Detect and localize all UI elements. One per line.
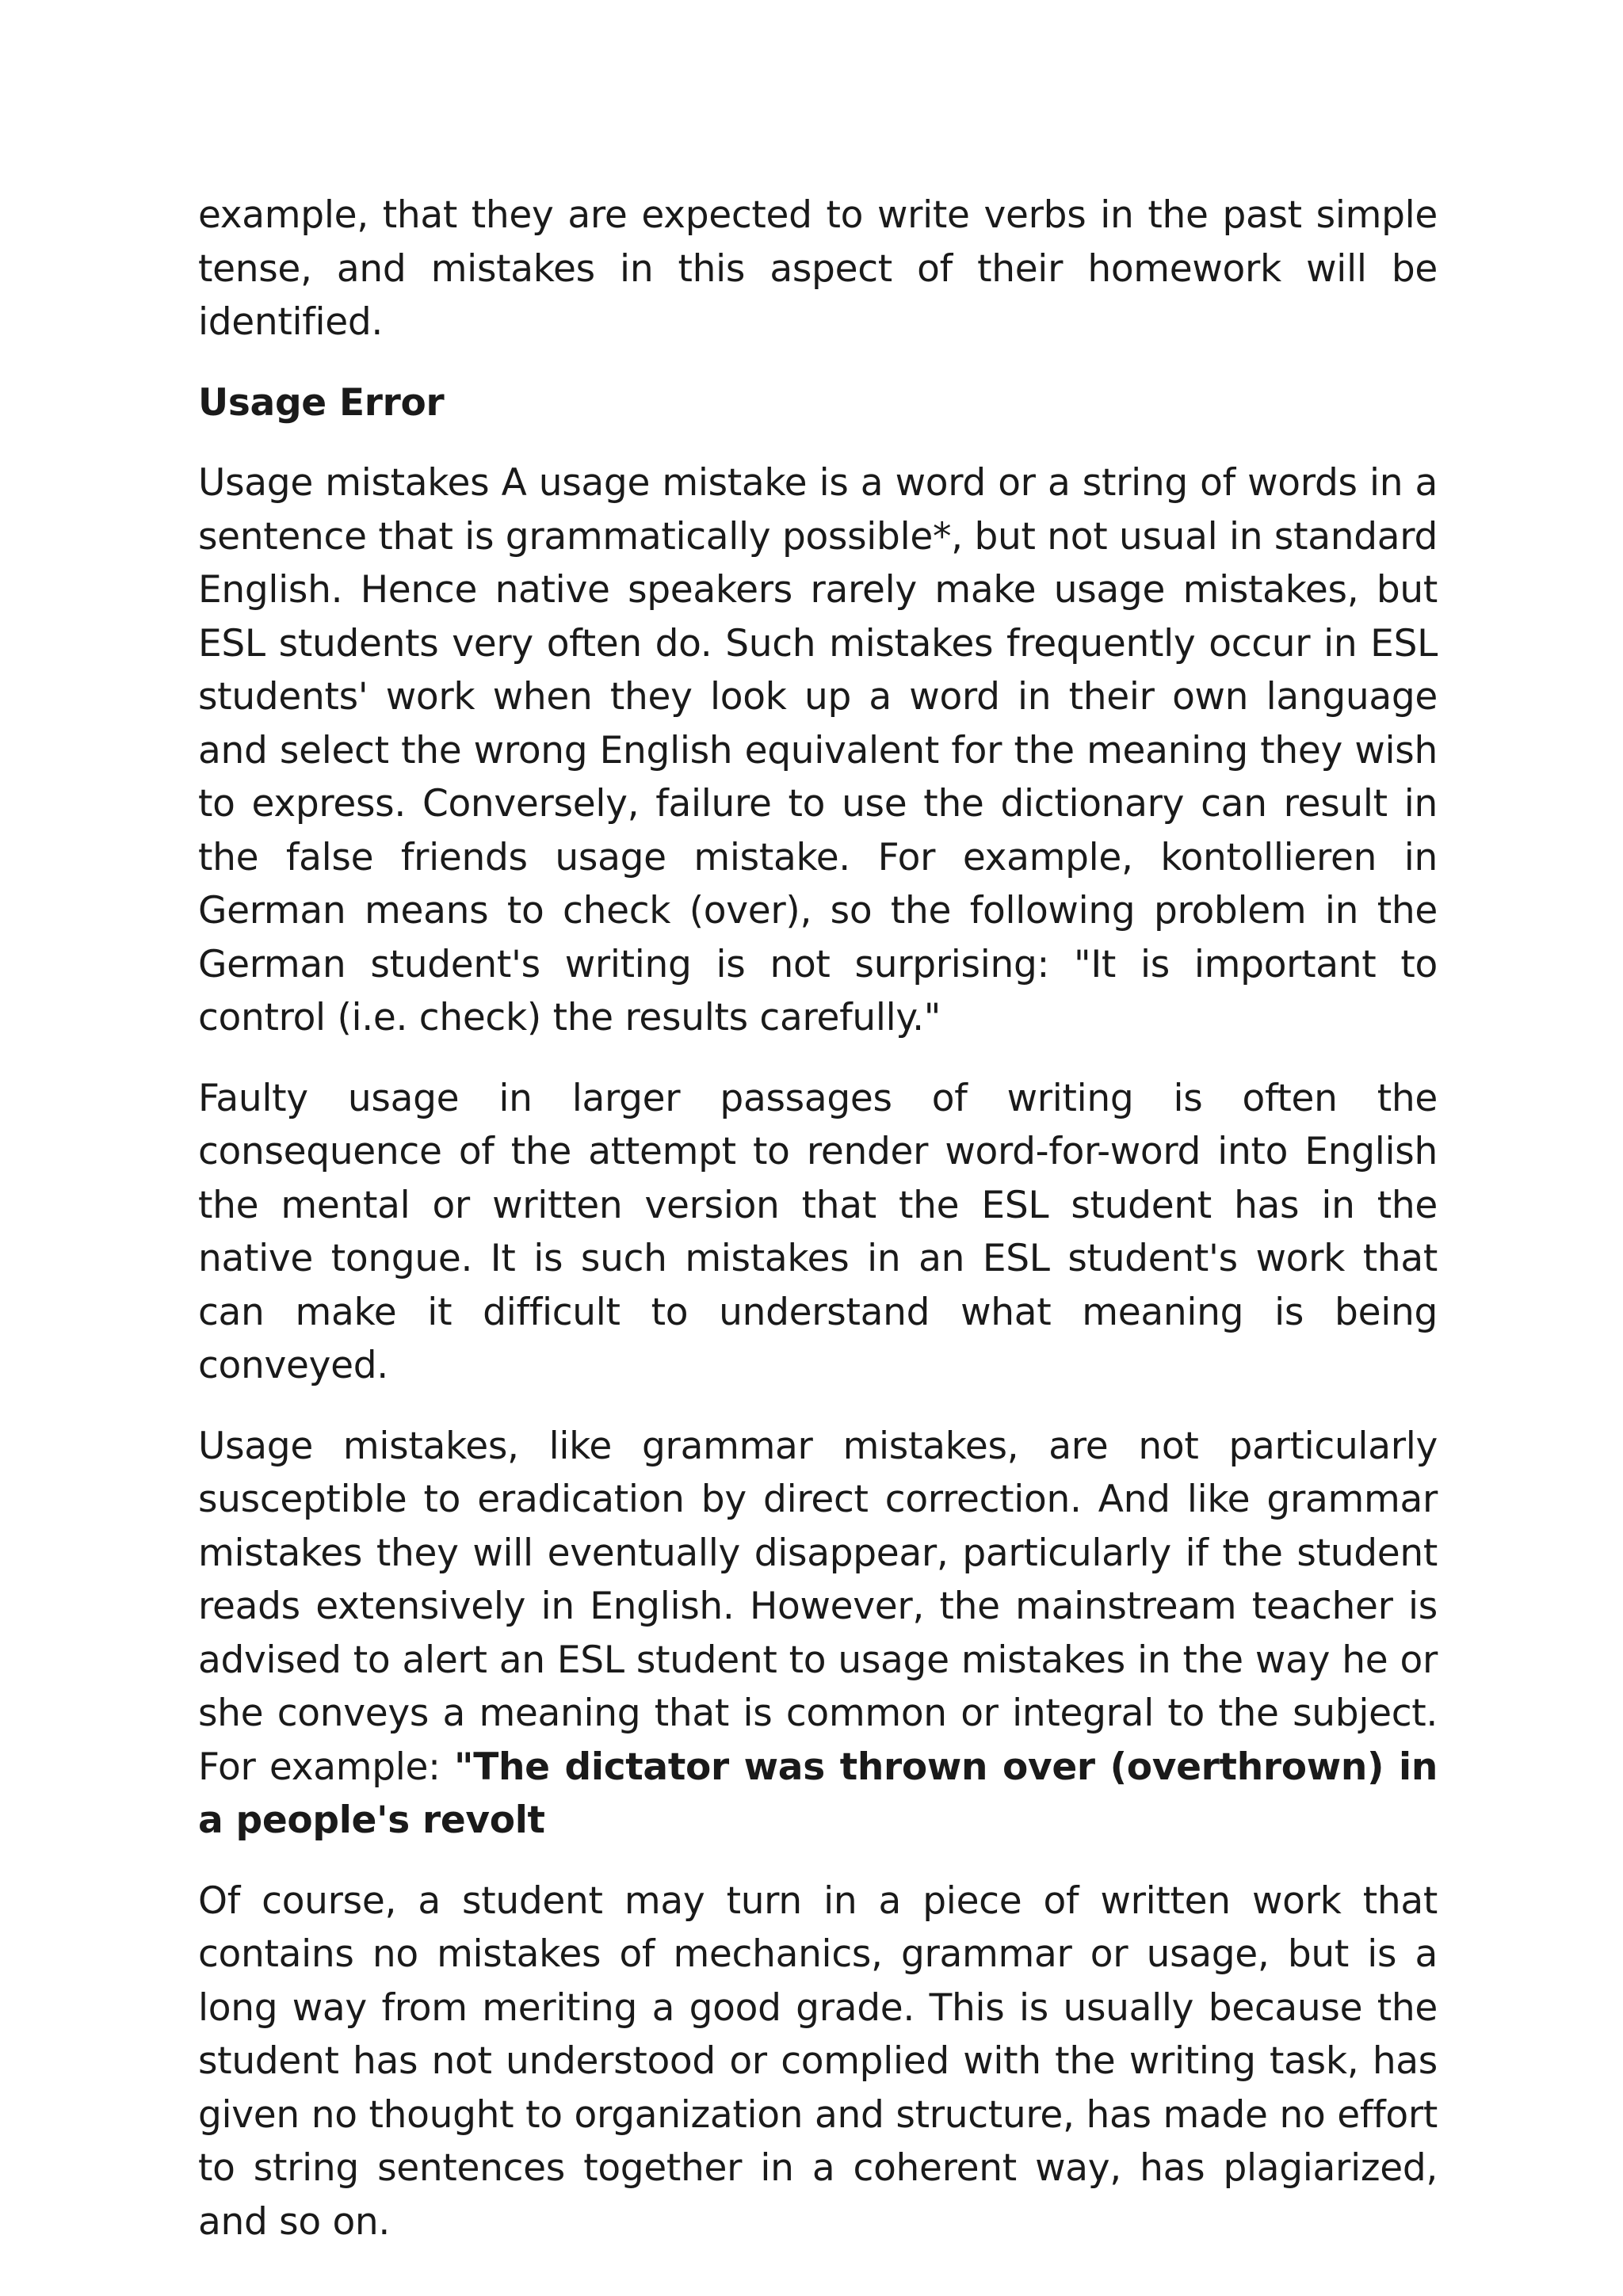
correction-paragraph [198,1420,1438,1848]
usage-definition-paragraph: Usage mistakes A usage mistake is a word or a string of words in a sentence that is grammatically possible*, but not usual in standard English. Hence native speakers rarely make usage mistakes, but ESL students very often do. Such mistakes frequently occur in ESL students' work when they look up a word in their own language and select the wrong English equivalent for the meaning they wish to express. Conversely, failure to use the dictionary can result in the false friends usage mistake. For example, kontollieren in German means to check (over), so the following problem in the German student's writing is not surprising: "It is important to control (i.e. check) the results carefully." [198,461,1438,1039]
continuation-paragraph: example, that they are expected to write verbs in the past simple tense, and mistakes in this aspect of their homework will be identified. [198,193,1438,344]
document-page [198,189,1438,2275]
correction-paragraph-text: Usage mistakes, like grammar mistakes, are not particularly susceptible to eradication by direct correction. And like grammar mistakes they will eventually disappear, particularly if the student reads extensively in English. However, the mainstream teacher is advised to alert an ESL student to usage mistakes in the way he or she conveys a meaning that is common or integral to the subject. For example: [198,1424,1438,1789]
section-heading: Usage Error [198,380,445,425]
example-quote: "The dictator was thrown over (overthrown) in a people's revolt [198,1745,1438,1842]
closing-paragraph: Of course, a student may turn in a piece of written work that contains no mistakes of mechanics, grammar or usage, but is a long way from meriting a good grade. This is usually because the student has not understood or complied with the writing task, has given no thought to organization and structure, has made no effort to string sentences together in a coherent way, has plagiarized, and so on. [198,1878,1438,2244]
faulty-usage-paragraph: Faulty usage in larger passages of writing is often the consequence of the attempt to render word-for-word into English the mental or written version that the ESL student has in the native tongue. It is such mistakes in an ESL student's work that can make it difficult to understand what meaning is being conveyed. [198,1076,1438,1387]
